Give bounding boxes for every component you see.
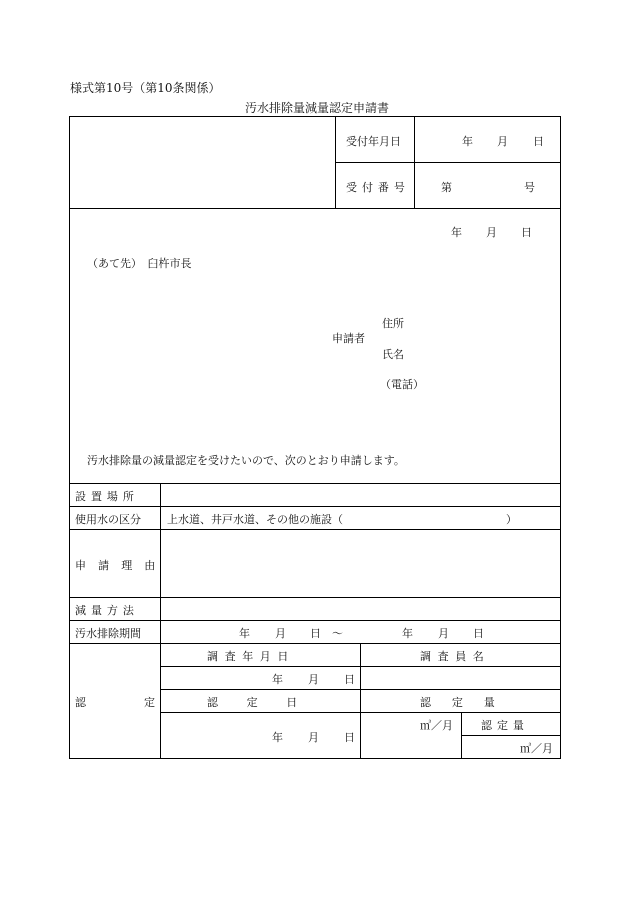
survey-day: 日	[344, 673, 355, 686]
name-label: 氏名	[382, 348, 404, 361]
address-label: 住所	[382, 317, 404, 330]
survey-month: 月	[308, 673, 319, 686]
unit-label-2: ㎥／月	[520, 742, 553, 755]
application-date-month: 月	[486, 226, 497, 239]
method-label: 減量方法	[75, 604, 139, 617]
reception-date-label: 受付年月日	[346, 135, 401, 148]
addressee: （あて先） 臼杵市長	[87, 257, 192, 270]
cert-amount-label-2: 認定量	[481, 719, 529, 732]
application-date-year: 年	[451, 226, 462, 239]
survey-year: 年	[272, 673, 283, 686]
application-statement: 汚水排除量の減量認定を受けたいので、次のとおり申請します。	[87, 454, 405, 467]
reception-date-year: 年	[462, 135, 473, 148]
water-type-value: 上水道、井戸水道、その他の施設（	[167, 513, 343, 526]
period-day-2: 日	[473, 627, 484, 640]
cert-day: 日	[344, 731, 355, 744]
period-label: 汚水排除期間	[75, 627, 141, 640]
reception-number-prefix: 第	[441, 181, 452, 194]
certification-label-1: 認	[75, 696, 86, 709]
period-month-1: 月	[275, 627, 286, 640]
applicant-label: 申請者	[332, 332, 365, 345]
cert-amount-label: 認定量	[420, 696, 516, 709]
period-day-1: 日 ～	[310, 627, 343, 640]
certification-label-2: 定	[144, 696, 155, 709]
water-type-label: 使用水の区分	[75, 513, 141, 526]
reception-date-month: 月	[497, 135, 508, 148]
water-type-close: ）	[506, 513, 517, 526]
unit-label-1: ㎥／月	[420, 719, 453, 732]
form-title: 汚水排除量減量認定申請書	[245, 101, 390, 115]
period-year-1: 年	[239, 627, 250, 640]
period-month-2: 月	[438, 627, 449, 640]
location-label: 設置場所	[75, 490, 139, 503]
reception-number-label: 受付番号	[346, 181, 410, 194]
form-number: 様式第10号（第10条関係）	[70, 81, 221, 95]
inspector-label: 調査員名	[420, 650, 491, 663]
reception-date-day: 日	[533, 135, 544, 148]
reason-label: 申請理由	[75, 559, 168, 572]
survey-date-label: 調査年月日	[207, 650, 295, 663]
phone-label: （電話）	[380, 378, 424, 391]
period-year-2: 年	[402, 627, 413, 640]
cert-year: 年	[272, 731, 283, 744]
cert-date-label: 認定日	[207, 696, 326, 709]
application-date-day: 日	[521, 226, 532, 239]
reception-number-suffix: 号	[524, 181, 535, 194]
cert-month: 月	[308, 731, 319, 744]
